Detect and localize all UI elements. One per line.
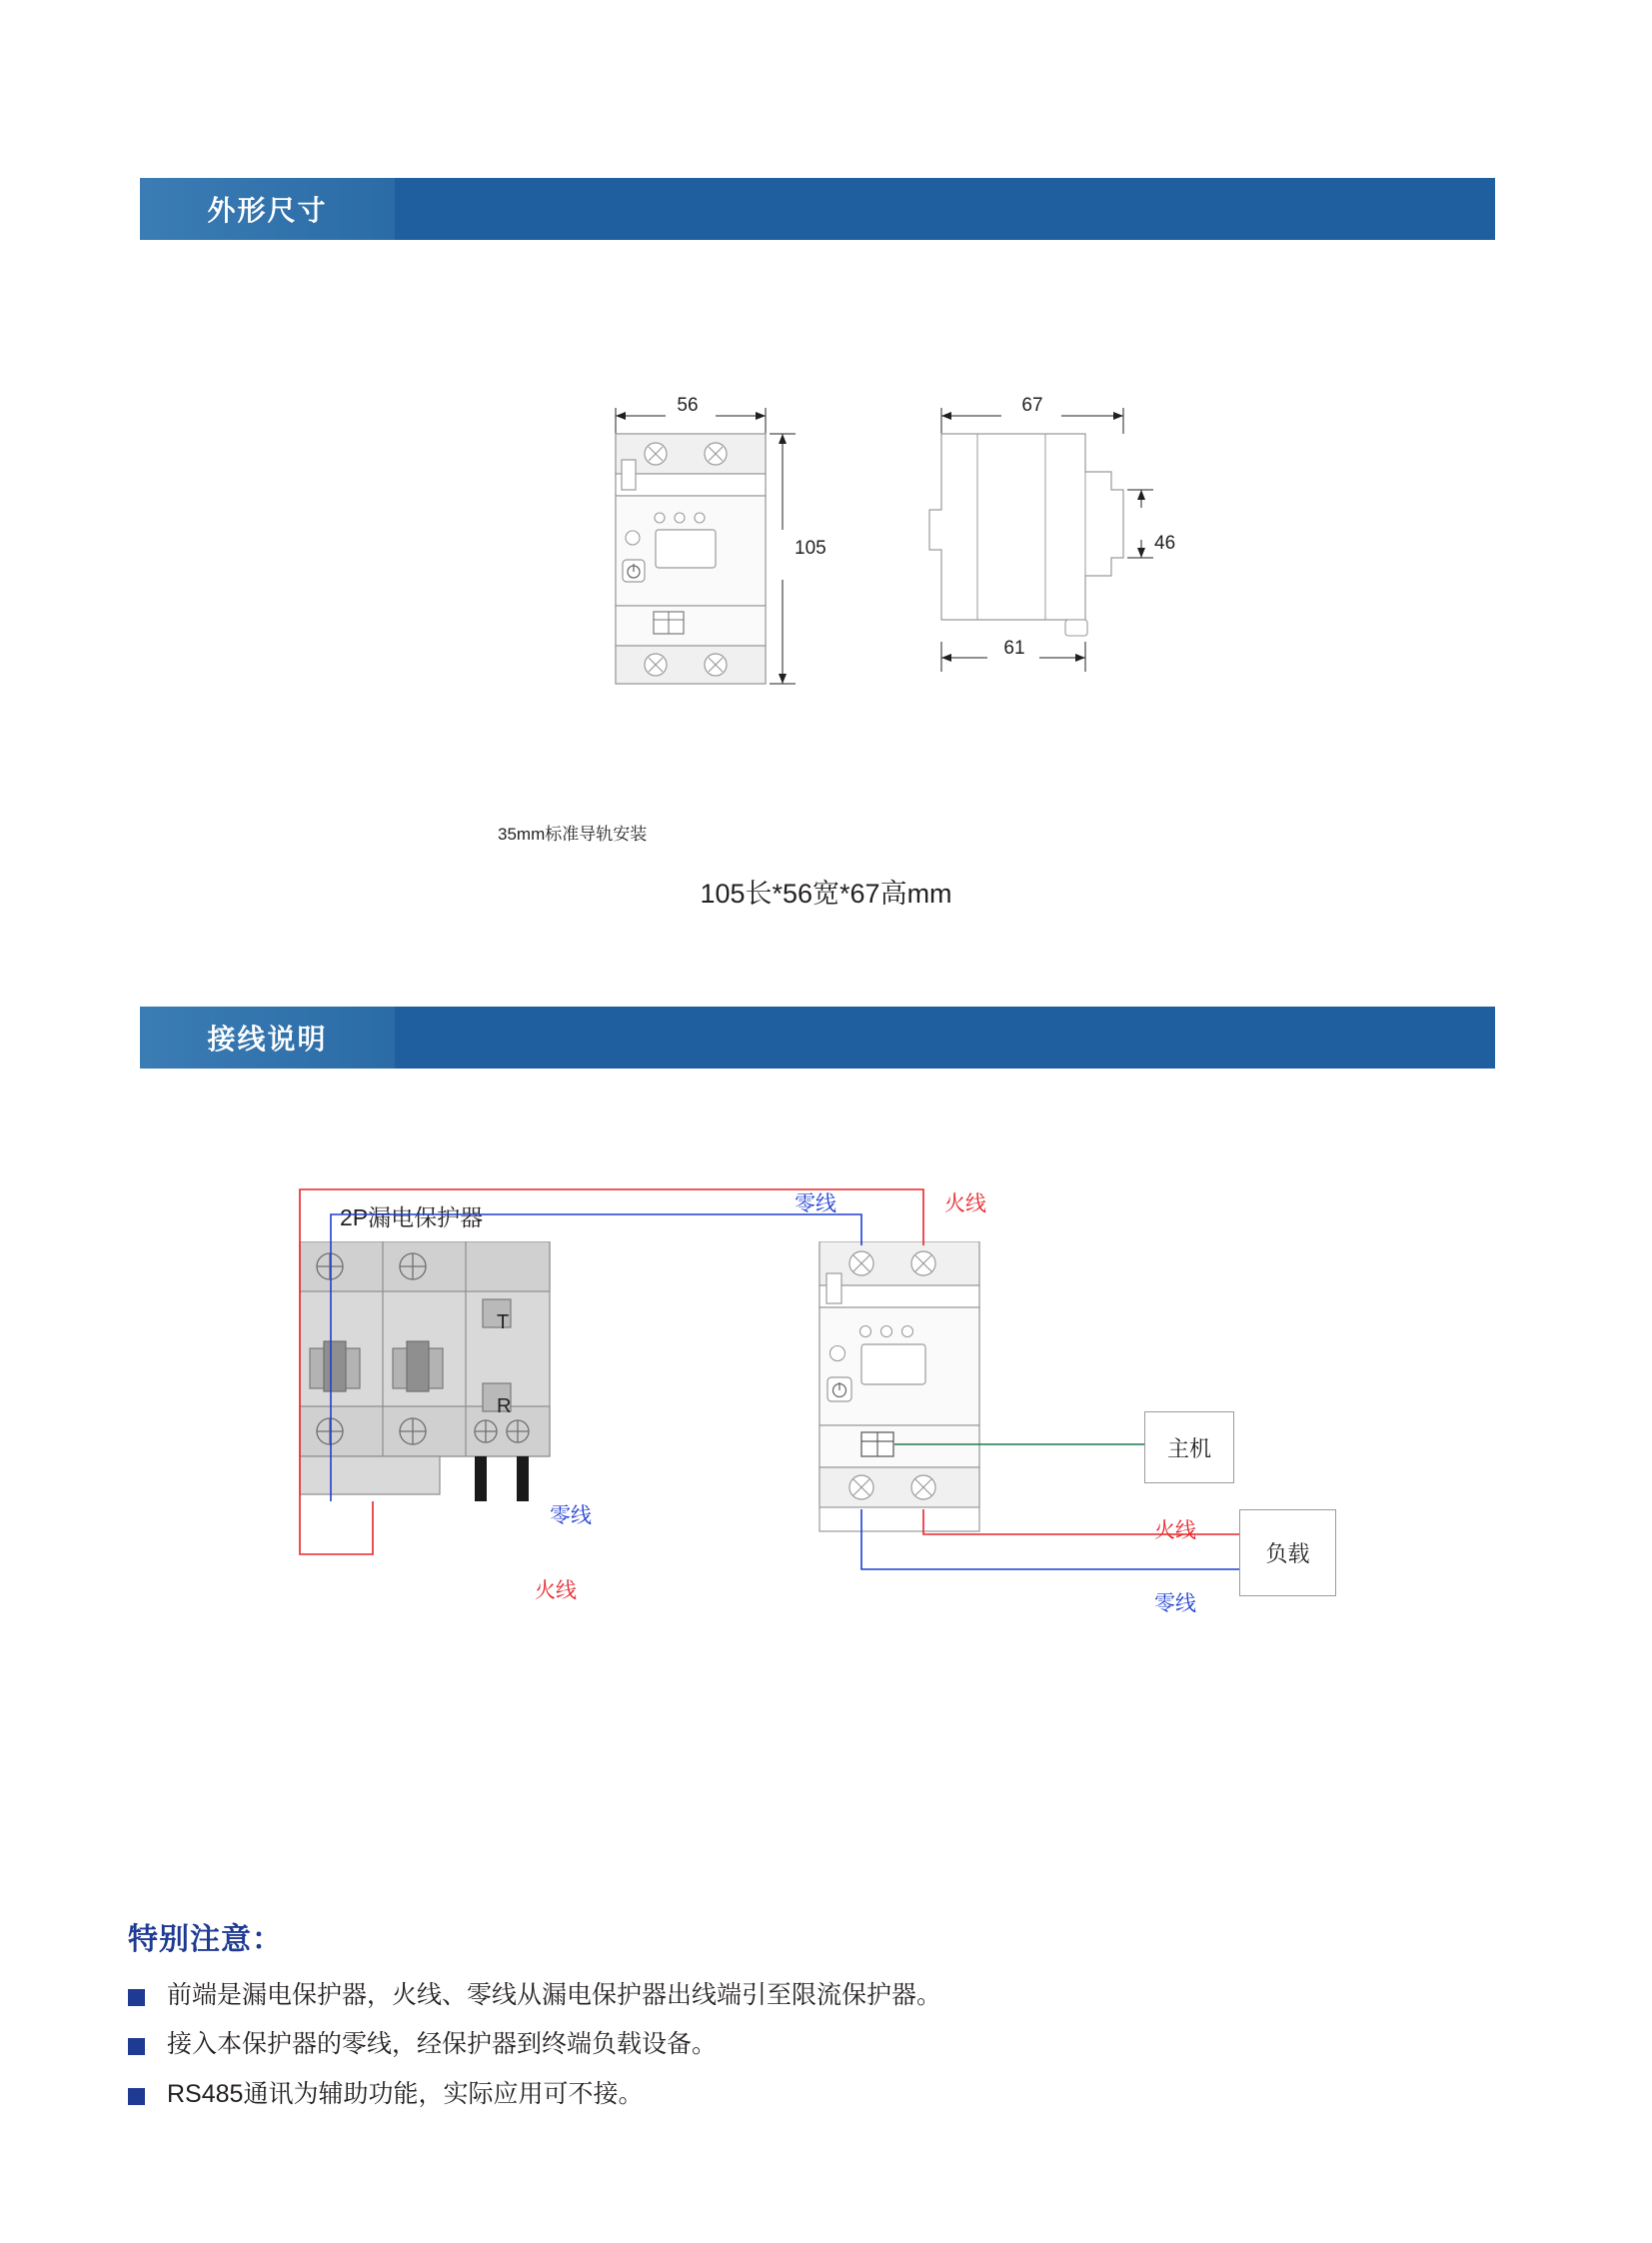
wire-label-live-right: 火线	[1154, 1519, 1196, 1542]
dimension-caption: 105长*56宽*67高mm	[700, 879, 952, 909]
breaker-title: 2P漏电保护器	[340, 1204, 484, 1230]
mount-note-label: 35mm标准导轨安装	[498, 825, 648, 844]
note-text: 接入本保护器的零线，经保护器到终端负载设备。	[167, 2030, 718, 2059]
load-box: 负载	[1239, 1509, 1336, 1596]
side-bottom-label: 61	[1003, 638, 1025, 659]
host-box: 主机	[1144, 1411, 1234, 1483]
wire-label-neutral-top: 零线	[795, 1192, 836, 1215]
bullet-square-icon	[128, 1989, 145, 2006]
side-top-label: 67	[1021, 395, 1043, 416]
notes-title: 特别注意：	[128, 1923, 283, 1956]
section-bar-fill	[395, 178, 1495, 240]
note-item	[128, 2029, 1427, 2060]
dimension-drawings	[140, 380, 1495, 940]
front-width-label: 56	[677, 395, 699, 416]
section-tag-wiring: 接线说明	[140, 1007, 395, 1069]
note-item	[128, 2079, 1427, 2110]
note-item	[128, 1980, 1427, 2011]
side-view-drawing	[879, 390, 1239, 810]
wire-label-neutral-right: 零线	[1154, 1592, 1196, 1615]
wiring-diagram	[140, 1169, 1515, 1849]
note-text: 前端是漏电保护器，火线、零线从漏电保护器出线端引至限流保护器。	[167, 1981, 942, 2009]
wire-label-live-top: 火线	[944, 1192, 986, 1215]
breaker-T-label: T	[497, 1311, 510, 1333]
bullet-square-icon	[128, 2038, 145, 2055]
front-view-drawing	[470, 390, 810, 810]
section-bar-fill-2	[395, 1007, 1495, 1069]
section-tag-dimensions: 外形尺寸	[140, 178, 395, 240]
bullet-square-icon	[128, 2088, 145, 2105]
front-height-label: 105	[795, 538, 826, 559]
section-header-dimensions	[140, 178, 1495, 240]
breaker-R-label: R	[497, 1395, 512, 1417]
section-header-wiring	[140, 1007, 1495, 1069]
wire-label-live-left: 火线	[535, 1579, 577, 1602]
special-notes	[128, 1914, 1427, 2128]
side-height-label: 46	[1154, 533, 1176, 554]
wire-label-neutral-left: 零线	[550, 1504, 592, 1527]
note-text: RS485通讯为辅助功能，实际应用可不接。	[167, 2079, 644, 2108]
